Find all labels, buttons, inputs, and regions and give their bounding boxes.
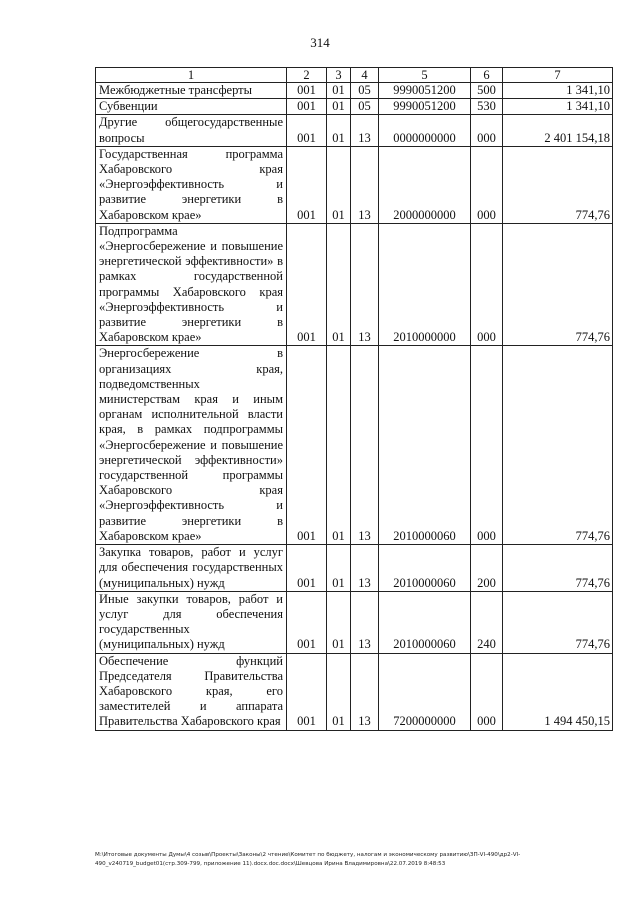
header-cell: 2	[287, 68, 327, 83]
table-row	[96, 545, 613, 592]
section-cell: 01	[327, 115, 351, 146]
code-cell: 001	[287, 83, 327, 99]
amount-cell: 774,76	[503, 346, 613, 545]
table-row	[96, 83, 613, 99]
amount-cell: 2 401 154,18	[503, 115, 613, 146]
amount-cell: 1 341,10	[503, 99, 613, 115]
expense-type-cell: 000	[471, 146, 503, 223]
amount-cell: 1 341,10	[503, 83, 613, 99]
target-article-cell: 9990051200	[379, 99, 471, 115]
row-name-cell: Иные закупки товаров, работ и услуг для обеспечения государственных (муниципальных) нужд	[96, 591, 287, 653]
row-name-cell: Государственная программа Хабаровского края «Энергоэффективность и развитие энергетики в Хабаровском крае»	[96, 146, 287, 223]
row-name-cell: Закупка товаров, работ и услуг для обеспечения государственных (муниципальных) нужд	[96, 545, 287, 592]
code-cell: 001	[287, 591, 327, 653]
budget-table	[95, 67, 613, 731]
subsection-cell: 13	[351, 591, 379, 653]
table-row	[96, 346, 613, 545]
table-row	[96, 99, 613, 115]
section-cell: 01	[327, 346, 351, 545]
subsection-cell: 13	[351, 545, 379, 592]
code-cell: 001	[287, 115, 327, 146]
subsection-cell: 13	[351, 146, 379, 223]
header-cell: 7	[503, 68, 613, 83]
table-row	[96, 653, 613, 730]
table-header-row	[96, 68, 613, 83]
amount-cell: 774,76	[503, 223, 613, 346]
expense-type-cell: 000	[471, 115, 503, 146]
row-name-cell: Межбюджетные трансферты	[96, 83, 287, 99]
target-article-cell: 2010000060	[379, 346, 471, 545]
expense-type-cell: 000	[471, 653, 503, 730]
row-name-cell: Субвенции	[96, 99, 287, 115]
header-cell: 4	[351, 68, 379, 83]
amount-cell: 774,76	[503, 545, 613, 592]
header-cell: 3	[327, 68, 351, 83]
target-article-cell: 2000000000	[379, 146, 471, 223]
subsection-cell: 13	[351, 223, 379, 346]
target-article-cell: 2010000060	[379, 591, 471, 653]
section-cell: 01	[327, 545, 351, 592]
section-cell: 01	[327, 83, 351, 99]
code-cell: 001	[287, 99, 327, 115]
section-cell: 01	[327, 99, 351, 115]
expense-type-cell: 000	[471, 223, 503, 346]
table-row	[96, 591, 613, 653]
section-cell: 01	[327, 146, 351, 223]
row-name-cell: Обеспечение функций Председателя Правительства Хабаровского края, его заместителей и аппарата Правительства Хабаровского края	[96, 653, 287, 730]
amount-cell: 774,76	[503, 146, 613, 223]
row-name-cell: Подпрограмма «Энергосбережение и повышение энергетической эффективности» в рамках государственной программы Хабаровского края «Энергоэффективность и развитие энергетики в Хабаровском крае»	[96, 223, 287, 346]
code-cell: 001	[287, 653, 327, 730]
amount-cell: 1 494 450,15	[503, 653, 613, 730]
code-cell: 001	[287, 346, 327, 545]
target-article-cell: 2010000000	[379, 223, 471, 346]
header-cell: 6	[471, 68, 503, 83]
table-row	[96, 115, 613, 146]
target-article-cell: 9990051200	[379, 83, 471, 99]
table-row	[96, 146, 613, 223]
expense-type-cell: 500	[471, 83, 503, 99]
document-path-footer: М:\Итоговые документы Думы\4 созыв\Проекты\Законы\2 чтение\Комитет по бюджету, налогам и экономическому развитию\ЗП-VI-490\др2-VI-490_v240719_budget01(стр.309-799, приложение 11).docx.doc.docx\Шевцова Ирина Владимировна\22.07.2019 8:48:53	[95, 852, 521, 867]
section-cell: 01	[327, 223, 351, 346]
expense-type-cell: 240	[471, 591, 503, 653]
code-cell: 001	[287, 223, 327, 346]
row-name-cell: Энергосбережение в организациях края, подведомственных министерствам края и иным органам исполнительной власти края, в рамках подпрограммы «Энергосбережение и повышение энергетической эффективности» государственной программы Хабаровского края «Энергоэффективность и развитие энергетики в Хабаровском крае»	[96, 346, 287, 545]
header-cell: 1	[96, 68, 287, 83]
row-name-cell: Другие общегосударственные вопросы	[96, 115, 287, 146]
table-row	[96, 223, 613, 346]
section-cell: 01	[327, 591, 351, 653]
subsection-cell: 05	[351, 99, 379, 115]
target-article-cell: 7200000000	[379, 653, 471, 730]
expense-type-cell: 530	[471, 99, 503, 115]
amount-cell: 774,76	[503, 591, 613, 653]
section-cell: 01	[327, 653, 351, 730]
header-cell: 5	[379, 68, 471, 83]
target-article-cell: 0000000000	[379, 115, 471, 146]
page-number: 314	[310, 35, 330, 50]
code-cell: 001	[287, 545, 327, 592]
expense-type-cell: 000	[471, 346, 503, 545]
target-article-cell: 2010000060	[379, 545, 471, 592]
subsection-cell: 05	[351, 83, 379, 99]
subsection-cell: 13	[351, 115, 379, 146]
subsection-cell: 13	[351, 653, 379, 730]
subsection-cell: 13	[351, 346, 379, 545]
expense-type-cell: 200	[471, 545, 503, 592]
code-cell: 001	[287, 146, 327, 223]
